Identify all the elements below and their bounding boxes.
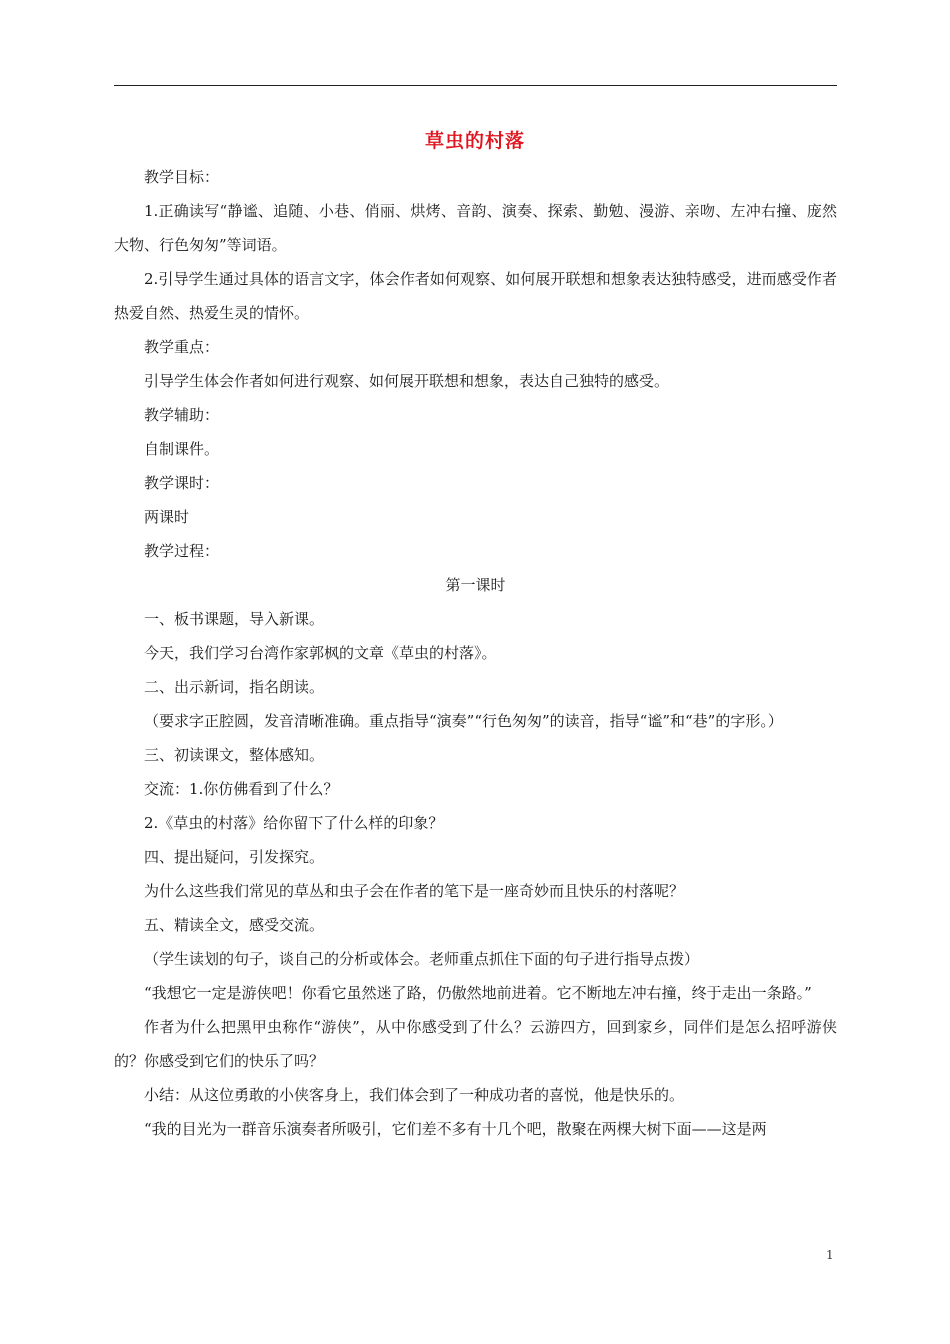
paragraph: 引导学生体会作者如何进行观察、如何展开联想和想象，表达自己独特的感受。 — [144, 372, 670, 390]
paragraph: 为什么这些我们常见的草丛和虫子会在作者的笔下是一座奇妙而且快乐的村落呢？ — [144, 882, 685, 900]
paragraph: “我想它一定是游侠吧！你看它虽然迷了路，仍傲然地前进着。它不断地左冲右撞，终于走出一条路。” — [144, 984, 812, 1002]
paragraph: 教学目标： — [144, 168, 220, 186]
paragraph: 作者为什么把黑甲虫称作“游侠”，从中你感受到了什么？云游四方，回到家乡，同伴们是怎么招呼游侠的？你感受到它们的快乐了吗？ — [114, 1018, 837, 1070]
paragraph: 2.引导学生通过具体的语言文字，体会作者如何观察、如何展开联想和想象表达独特感受，进而感受作者热爱自然、热爱生灵的情怀。 — [114, 270, 837, 322]
paragraph: 教学课时： — [144, 474, 220, 492]
paragraph: （要求字正腔圆，发音清晰准确。重点指导“演奏”“行色匆匆”的读音，指导“谧”和“巷”的字形。） — [144, 712, 783, 730]
paragraph: 今天，我们学习台湾作家郭枫的文章《草虫的村落》。 — [144, 644, 497, 662]
paragraph: 教学过程： — [144, 542, 220, 560]
paragraph: 1.正确读写“静谧、追随、小巷、俏丽、烘烤、音韵、演奏、探索、勤勉、漫游、亲吻、左冲右撞、庞然大物、行色匆匆”等词语。 — [114, 202, 837, 254]
paragraph: 自制课件。 — [144, 440, 220, 458]
paragraph: 教学辅助： — [144, 406, 220, 424]
header-rule — [114, 85, 837, 86]
paragraph: 三、初读课文，整体感知。 — [144, 746, 325, 764]
paragraph: 两课时 — [144, 508, 190, 526]
paragraph: 2.《草虫的村落》给你留下了什么样的印象？ — [144, 814, 444, 832]
section-heading: 第一课时 — [445, 576, 506, 594]
paragraph: 四、提出疑问，引发探究。 — [144, 848, 325, 866]
paragraph: “我的目光为一群音乐演奏者所吸引，它们差不多有十几个吧，散聚在两棵大树下面——这是两 — [144, 1120, 767, 1138]
paragraph: 二、出示新词，指名朗读。 — [144, 678, 325, 696]
document-title: 草虫的村落 — [424, 130, 525, 152]
paragraph: 教学重点： — [144, 338, 220, 356]
paragraph: 一、板书课题，导入新课。 — [144, 610, 325, 628]
paragraph: 交流：1.你仿佛看到了什么？ — [144, 780, 339, 798]
paragraph: 五、精读全文，感受交流。 — [144, 916, 325, 934]
page-number: 1 — [826, 1248, 834, 1262]
paragraph: （学生读划的句子，谈自己的分析或体会。老师重点抓住下面的句子进行指导点拨） — [144, 950, 700, 968]
paragraph: 小结：从这位勇敢的小侠客身上，我们体会到了一种成功者的喜悦，他是快乐的。 — [144, 1086, 685, 1104]
document-body — [114, 160, 837, 1146]
